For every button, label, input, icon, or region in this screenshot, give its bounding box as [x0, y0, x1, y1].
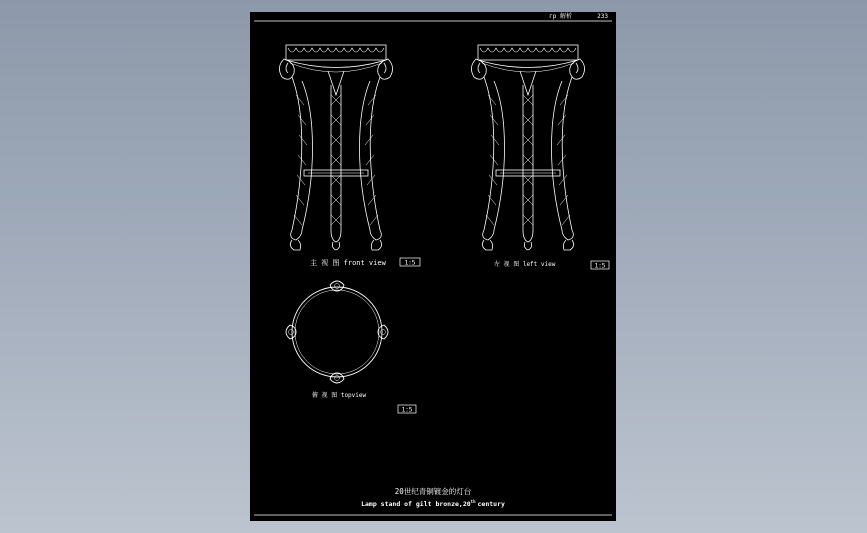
front-view-scale: 1:5 [404, 259, 416, 267]
front-view-scale-box [400, 258, 420, 267]
caption-chinese: 20世纪青铜镀金的灯台 [394, 487, 472, 496]
left-view-scale-box [591, 261, 609, 270]
front-view-drawing [279, 45, 392, 250]
caption-english-superscript: th [470, 499, 476, 504]
left-view-drawing [471, 45, 584, 250]
left-view-scale: 1:5 [594, 262, 606, 270]
top-view-scale-box [398, 405, 416, 414]
drawing-sheet [250, 12, 616, 521]
header-code: гр 解析 [549, 13, 572, 20]
left-view-label: 左 视 图 left view [494, 261, 556, 268]
top-view-label: 俯 视 图 topview [312, 392, 367, 399]
top-view-drawing [286, 281, 388, 383]
caption-english [361, 499, 505, 508]
top-view-scale: 1:5 [401, 406, 413, 414]
header-page-number: 233 [597, 13, 608, 20]
front-view-label: 主 视 图 front view [310, 259, 386, 267]
drawing-canvas [250, 12, 616, 521]
caption-english-main: Lamp stand of gilt bronze,20 [361, 500, 471, 508]
caption-english-century: century [477, 500, 505, 508]
